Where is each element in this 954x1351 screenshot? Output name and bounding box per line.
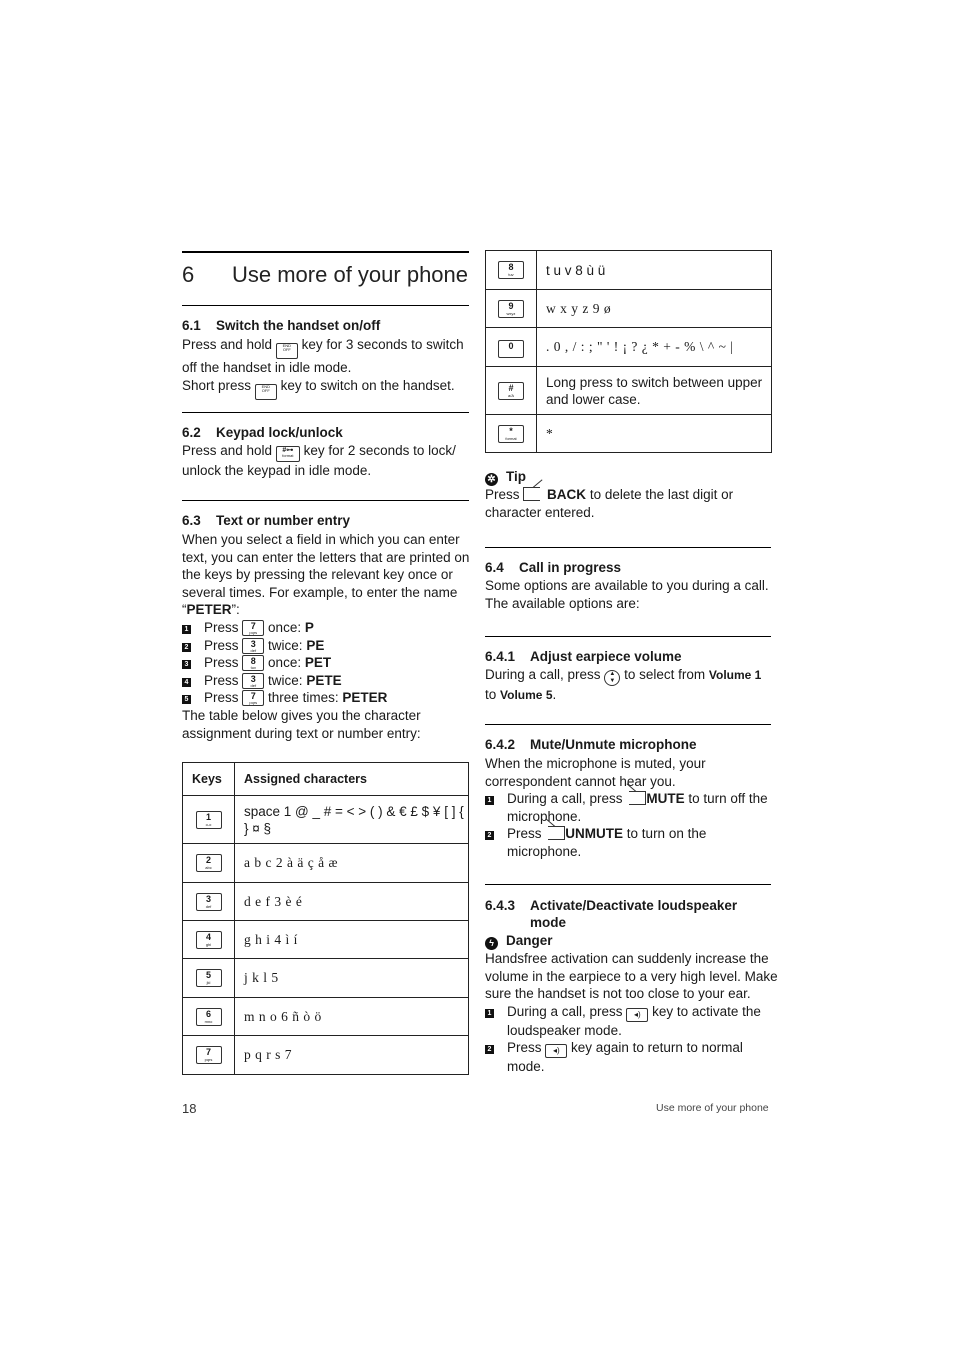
key-cell [183, 1036, 235, 1075]
tip-label: Tip [506, 469, 526, 484]
step-result: PETE [306, 672, 342, 688]
text: character entered. [485, 504, 595, 520]
step-number-badge: 1 [182, 625, 191, 634]
step-number-badge: 2 [485, 1045, 494, 1054]
section-body-6-1 [182, 336, 472, 400]
keypad-key-icon: 4 ghi [196, 931, 222, 949]
keypad-key-icon: * format [498, 425, 524, 443]
step-result: P [304, 619, 314, 635]
key-cell [486, 328, 537, 367]
text: During a call, press [485, 667, 601, 682]
text: key to activate the [652, 1003, 761, 1019]
character-table-left [182, 762, 469, 1075]
text: The table below gives you the character [182, 707, 421, 723]
text: Short press [182, 377, 252, 393]
text: Press [507, 826, 542, 842]
key-cell [183, 998, 235, 1036]
text: unlock the keypad in idle mode. [182, 463, 372, 478]
text: Press [507, 1040, 542, 1056]
text: once: [268, 655, 302, 671]
text: mode. [507, 1059, 545, 1075]
danger-icon: ϟ [485, 937, 498, 950]
key-cell [183, 883, 235, 921]
keypad-key-icon: 0 [498, 340, 524, 358]
section-title-cont: mode [530, 915, 567, 930]
step-item [182, 637, 477, 655]
character-table-right [485, 250, 772, 453]
text: During a call, press [507, 791, 623, 807]
section-title: Call in progress [519, 560, 622, 575]
characters-text: w x y z 9 ø [546, 300, 612, 316]
table-row [183, 921, 469, 959]
characters-text: a b c 2 à ä ç å æ [244, 855, 338, 870]
mute-label: MUTE [646, 791, 685, 807]
characters-text: and lower case. [546, 391, 641, 407]
text: key for 2 seconds to lock/ [303, 443, 456, 458]
text: Handsfree activation can suddenly increase the [485, 951, 769, 966]
header-assigned-characters: Assigned characters [235, 763, 469, 796]
characters-text: . 0 , / : ; " ' ! ¡ ? ¿ * + - % \ ^ ~ | [546, 339, 734, 354]
characters-text: Long press to switch between upper [546, 374, 763, 390]
table-row [183, 959, 469, 998]
loudspeaker-key-icon: ◂) [626, 1008, 648, 1022]
divider [182, 500, 469, 501]
chapter-top-rule [182, 251, 469, 253]
table-row [486, 290, 772, 328]
volume-min: Volume 1 [708, 668, 762, 682]
characters-text: space 1 @ _ # = < > ( ) & € £ $ ¥ [ ] { [244, 803, 464, 819]
text: . [552, 687, 557, 702]
left-softkey-icon [626, 791, 646, 805]
characters-cell [537, 251, 772, 290]
text: “ [182, 602, 187, 618]
step-number-badge: 2 [182, 643, 191, 652]
section-title: Switch the handset on/off [216, 318, 381, 333]
text: loudspeaker mode. [507, 1022, 622, 1038]
text: to select from [624, 667, 706, 682]
text: key to switch on the handset. [280, 377, 455, 393]
characters-cell [537, 415, 772, 453]
characters-text: g h i 4 ì í [244, 931, 298, 947]
text: volume in the earpiece to a very high level. Make [485, 968, 778, 984]
text: to [485, 687, 497, 702]
divider [485, 884, 771, 885]
divider [485, 724, 771, 725]
section-title: Keypad lock/unlock [216, 425, 343, 440]
digit-key-icon: 7 pqrs [242, 690, 264, 706]
characters-cell [235, 1036, 469, 1075]
running-footer-title: Use more of your phone [656, 1102, 769, 1114]
step-result: PET [304, 655, 332, 671]
table-row [183, 883, 469, 921]
key-cell [183, 844, 235, 883]
text: the keys by pressing the relevant key once or [182, 567, 453, 583]
text: correspondent cannot hear you. [485, 773, 676, 789]
key-cell [183, 796, 235, 844]
text: Press [204, 637, 239, 653]
section-title: Activate/Deactivate loudspeaker [530, 898, 738, 913]
section-body-6-4 [485, 577, 775, 612]
section-number: 6.4.3 [485, 898, 516, 913]
keypad-key-icon: 9 wxyz [498, 300, 524, 318]
chapter-heading [182, 262, 468, 288]
table-row [486, 328, 772, 367]
text: During a call, press [507, 1003, 623, 1019]
key-cell [486, 290, 537, 328]
table-row [486, 367, 772, 415]
characters-cell [537, 290, 772, 328]
text: Press [485, 487, 520, 502]
digit-key-icon: 8 tuv [242, 655, 264, 671]
loudspeaker-key-icon: ◂) [545, 1044, 567, 1058]
key-cell [486, 415, 537, 453]
volume-nav-key-icon: ▲ ▼ [604, 670, 620, 686]
divider [485, 636, 771, 637]
section-body-6-4-2 [485, 755, 780, 861]
tip-box [485, 468, 775, 521]
step-number-badge: 4 [182, 678, 191, 687]
text: microphone. [507, 808, 582, 824]
header-keys: Keys [183, 763, 235, 796]
table-row [183, 998, 469, 1036]
danger-label: Danger [506, 933, 553, 948]
step-number-badge: 1 [485, 796, 494, 805]
text: key again to return to normal [571, 1040, 743, 1056]
text: Press and hold [182, 443, 273, 458]
table-row [486, 251, 772, 290]
steps-list [182, 619, 477, 707]
keypad-key-icon: 6 mno [196, 1008, 222, 1026]
step-result: PETER [342, 690, 388, 706]
keypad-key-icon: 7 pqrs [196, 1046, 222, 1064]
digit-key-icon: 3 def [242, 673, 264, 689]
keypad-key-icon: 1 o-o [196, 811, 222, 829]
characters-text: * [546, 425, 554, 441]
section-number: 6.4 [485, 560, 504, 575]
text: once: [268, 619, 302, 635]
characters-cell [537, 367, 772, 415]
characters-text: d e f 3 è é [244, 893, 303, 909]
text: to turn on the [626, 826, 707, 842]
chapter-title: Use more of your phone [232, 262, 469, 287]
section-title: Mute/Unmute microphone [530, 737, 697, 752]
keypad-key-icon: 3 def [196, 893, 222, 911]
step-number-badge: 5 [182, 695, 191, 704]
text: twice: [268, 672, 303, 688]
table-row [183, 844, 469, 883]
key-cell [486, 251, 537, 290]
text: Press [204, 672, 239, 688]
text: key for 3 seconds to switch [301, 337, 464, 352]
page-number: 18 [182, 1101, 197, 1116]
section-heading-6-2 [182, 425, 343, 440]
characters-cell [235, 796, 469, 844]
text: three times: [268, 690, 339, 706]
characters-text: m n o 6 ñ ò ö [244, 1008, 322, 1024]
step-number-badge: 2 [485, 831, 494, 840]
section-title: Adjust earpiece volume [530, 649, 682, 664]
text: sure the handset is not too close to your ear. [485, 986, 751, 1002]
key-cell [183, 959, 235, 998]
step-item [182, 689, 477, 707]
section-heading-6-4-3 [485, 897, 737, 931]
characters-text: j k l 5 [244, 970, 279, 985]
text: several times. For example, to enter the name [182, 584, 458, 600]
section-heading-6-1 [182, 318, 380, 333]
section-number: 6.1 [182, 318, 201, 333]
keypad-key-icon: 5 jkl [196, 969, 222, 987]
text: twice: [268, 637, 303, 653]
section-heading-6-4-2 [485, 737, 697, 752]
step-item [182, 654, 477, 672]
section-number: 6.3 [182, 513, 201, 528]
section-title: Text or number entry [216, 513, 351, 528]
characters-cell [235, 844, 469, 883]
step-number-badge: 1 [485, 1009, 494, 1018]
tip-icon: ✲ [485, 473, 498, 486]
characters-cell [235, 883, 469, 921]
section-body-6-3 [182, 531, 477, 742]
text: The available options are: [485, 595, 640, 611]
table-row [486, 415, 772, 453]
end-off-key-icon: END OFF [276, 343, 298, 359]
unmute-label: UNMUTE [565, 826, 624, 842]
keypad-key-icon: 8 tuv [498, 261, 524, 279]
text: Press [204, 619, 239, 635]
volume-max: Volume 5 [500, 688, 553, 702]
chapter-number: 6 [182, 262, 195, 287]
step-item [182, 619, 477, 637]
digit-key-icon: 3 def [242, 638, 264, 654]
step-number-badge: 3 [182, 660, 191, 669]
section-body-6-4-3 [485, 932, 780, 1076]
section-number: 6.4.1 [485, 649, 516, 664]
divider [182, 305, 469, 306]
text: microphone. [507, 843, 582, 859]
text: When the microphone is muted, your [485, 756, 706, 771]
right-softkey-icon [523, 487, 543, 501]
text: assignment during text or number entry: [182, 725, 421, 741]
example-name: PETER [186, 602, 232, 618]
section-heading-6-4 [485, 560, 621, 575]
key-cell [183, 921, 235, 959]
section-heading-6-3 [182, 513, 350, 528]
characters-cell [235, 921, 469, 959]
text: to delete the last digit or [589, 487, 734, 502]
divider [182, 412, 469, 413]
step-result: PE [306, 637, 325, 653]
keypad-key-icon: 2 abc [196, 854, 222, 872]
key-cell [486, 367, 537, 415]
characters-text: p q r s 7 [244, 1047, 292, 1062]
text: When you select a field in which you can enter [182, 532, 460, 547]
divider [485, 547, 771, 548]
text: to turn off the [688, 791, 768, 807]
text: Some options are available to you during a call. [485, 578, 769, 593]
section-body-6-4-1 [485, 666, 780, 705]
text: Press and hold [182, 337, 273, 352]
table-row [183, 1036, 469, 1075]
keypad-key-icon: # a/A [498, 382, 524, 400]
text: off the handset in idle mode. [182, 360, 352, 375]
back-label: BACK [547, 487, 587, 502]
section-heading-6-4-1 [485, 649, 682, 664]
text: ”: [231, 602, 240, 618]
section-body-6-2 [182, 442, 472, 480]
table-row [183, 796, 469, 844]
digit-key-icon: 7 pqrs [242, 620, 264, 636]
section-number: 6.2 [182, 425, 201, 440]
section-number: 6.4.2 [485, 737, 516, 752]
end-off-key-icon: END OFF [255, 384, 277, 400]
text: Press [204, 655, 239, 671]
text: text, you can enter the letters that are printed on [182, 549, 470, 565]
characters-cell [235, 959, 469, 998]
characters-text: } ¤ § [244, 820, 272, 836]
hash-format-key-icon: #⊶ format [276, 446, 300, 462]
characters-cell [537, 328, 772, 367]
step-item [182, 672, 477, 690]
left-softkey-icon [545, 826, 565, 840]
characters-text: t u v 8 ù ü [546, 262, 606, 278]
text: Press [204, 690, 239, 706]
characters-cell [235, 998, 469, 1036]
